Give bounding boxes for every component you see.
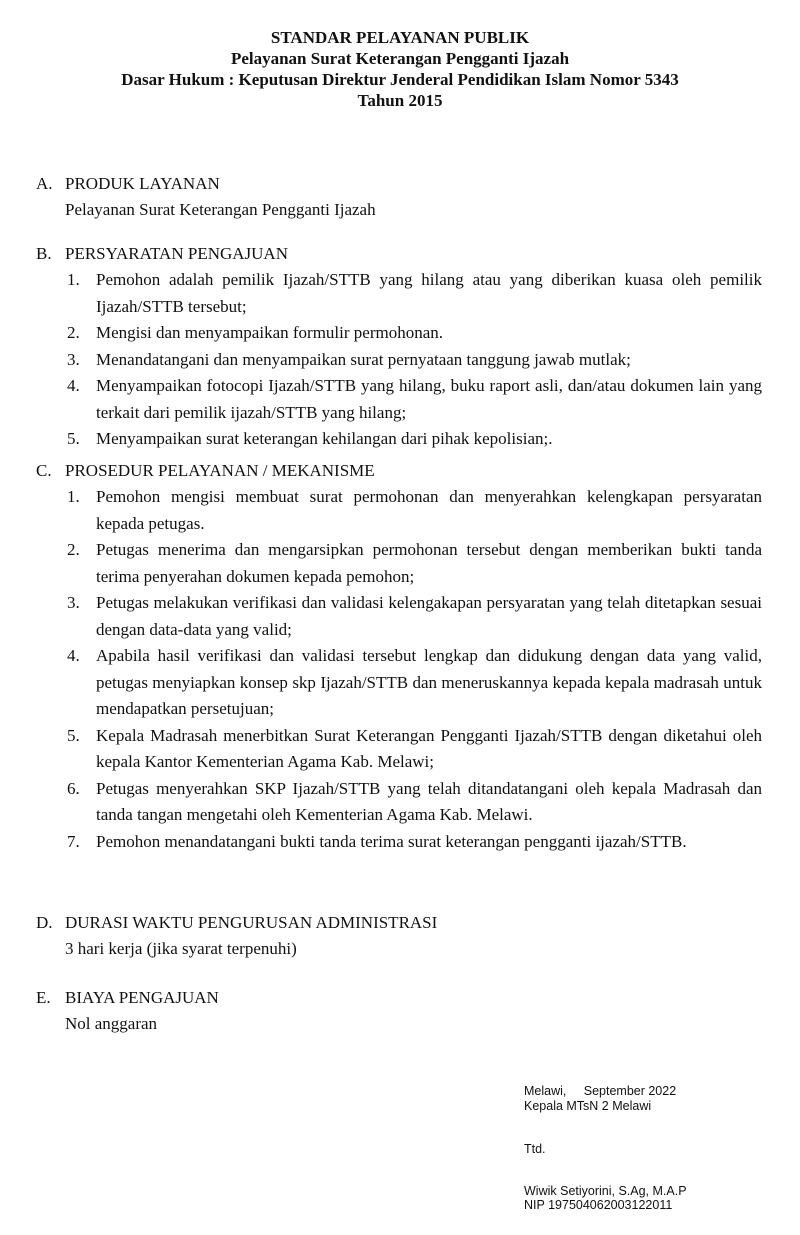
section-title: PRODUK LAYANAN [65, 174, 220, 193]
list-item [67, 267, 762, 320]
document-title: STANDAR PELAYANAN PUBLIK [270, 28, 530, 47]
section-title: DURASI WAKTU PENGURUSAN ADMINISTRASI [65, 913, 438, 932]
item-number: 1. [67, 487, 80, 506]
list-item [67, 537, 762, 590]
item-number: 2. [67, 540, 80, 559]
item-number: 4. [67, 646, 80, 665]
list-item [67, 320, 762, 347]
list-item [67, 590, 762, 643]
section-title: PROSEDUR PELAYANAN / MEKANISME [65, 461, 375, 480]
document-subtitle: Pelayanan Surat Keterangan Pengganti Ijazah [230, 49, 570, 68]
section-body: 3 hari kerja (jika syarat terpenuhi) [65, 939, 297, 958]
list-item [67, 347, 762, 374]
section-body: Pelayanan Surat Keterangan Pengganti Ijazah [65, 200, 376, 219]
section-letter: A. [36, 174, 53, 193]
list-item [67, 373, 762, 426]
signer-name: Wiwik Setiyorini, S.Ag, M.A.P [524, 1183, 687, 1198]
signed-mark: Ttd. [524, 1142, 546, 1156]
section-e [36, 985, 762, 1037]
section-letter: E. [36, 988, 51, 1007]
document-year: Tahun 2015 [357, 91, 443, 110]
item-number: 5. [67, 725, 80, 745]
item-text: Menandatangani dan menyampaikan surat pernyataan tanggung jawab mutlak; [96, 349, 631, 369]
item-text: Petugas menyerahkan SKP Ijazah/STTB yang telah ditandatangani oleh kepala Madrasah dan tanda tangan mengetahi oleh Kementerian Agama Kab. Melawi. [96, 778, 762, 824]
signature-block [524, 1084, 687, 1213]
section-letter: C. [36, 461, 52, 480]
item-number: 7. [67, 831, 80, 851]
signer-position: Kepala MTsN 2 Melawi [524, 1098, 652, 1113]
item-text: Pemohon mengisi membuat surat permohonan dan menyerahkan kelengkapan persyaratan kepada petugas. [96, 487, 762, 533]
section-body: Nol anggaran [65, 1014, 158, 1033]
list-item [67, 776, 762, 829]
legal-basis: Dasar Hukum : Keputusan Direktur Jenderal Pendidikan Islam Nomor 5343 [121, 70, 679, 89]
item-number: 2. [67, 323, 80, 342]
place-date: Melawi, September 2022 [524, 1084, 677, 1098]
item-text: Petugas melakukan verifikasi dan validasi kelengakapan persyaratan yang telah ditetapkan sesuai dengan data-data yang valid; [96, 593, 762, 639]
procedure-list [36, 484, 762, 855]
item-number: 6. [67, 778, 80, 798]
item-text: Petugas menerima dan mengarsipkan permohonan tersebut dengan memberikan bukti tanda terima penyerahan dokumen kepada pemohon; [96, 540, 762, 586]
item-text: Menyampaikan fotocopi Ijazah/STTB yang hilang, buku raport asli, dan/atau dokumen lain yang terkait dari pemilik ijazah/STTB yang hilang; [96, 376, 762, 422]
item-text: Kepala Madrasah menerbitkan Surat Keterangan Pengganti Ijazah/STTB dengan diketahui oleh kepala Kantor Kementerian Agama Kab. Melawi; [96, 725, 762, 771]
item-number: 1. [67, 270, 80, 289]
section-letter: B. [36, 244, 52, 263]
requirements-list [36, 267, 762, 453]
list-item [67, 426, 762, 453]
item-number: 3. [67, 593, 80, 612]
section-b [36, 241, 762, 453]
item-text: Mengisi dan menyampaikan formulir permohonan. [96, 323, 443, 342]
list-item [67, 484, 762, 537]
item-number: 4. [67, 376, 80, 395]
item-number: 3. [67, 349, 80, 369]
item-text: Pemohon adalah pemilik Ijazah/STTB yang hilang atau yang diberikan kuasa oleh pemilik Ijazah/STTB tersebut; [96, 270, 762, 316]
item-text: Menyampaikan surat keterangan kehilangan dari pihak kepolisian;. [96, 429, 553, 448]
list-item [67, 829, 762, 856]
section-a [36, 171, 762, 223]
section-d [36, 910, 762, 962]
section-title: BIAYA PENGAJUAN [65, 988, 219, 1007]
section-c [36, 458, 762, 855]
item-text: Apabila hasil verifikasi dan validasi tersebut lengkap dan didukung dengan data yang valid, petugas menyiapkan konsep skp Ijazah/STTB dan meneruskannya kepada kepala madrasah untuk mendapatkan persetujuan; [96, 646, 762, 718]
item-text: Pemohon menandatangani bukti tanda terima surat keterangan pengganti ijazah/STTB. [96, 831, 687, 851]
section-title: PERSYARATAN PENGAJUAN [65, 244, 288, 263]
section-letter: D. [36, 913, 53, 932]
signer-nip: NIP 197504062003122011 [524, 1198, 673, 1212]
list-item [67, 643, 762, 723]
list-item [67, 723, 762, 776]
item-number: 5. [67, 429, 80, 448]
document-header [0, 27, 800, 111]
